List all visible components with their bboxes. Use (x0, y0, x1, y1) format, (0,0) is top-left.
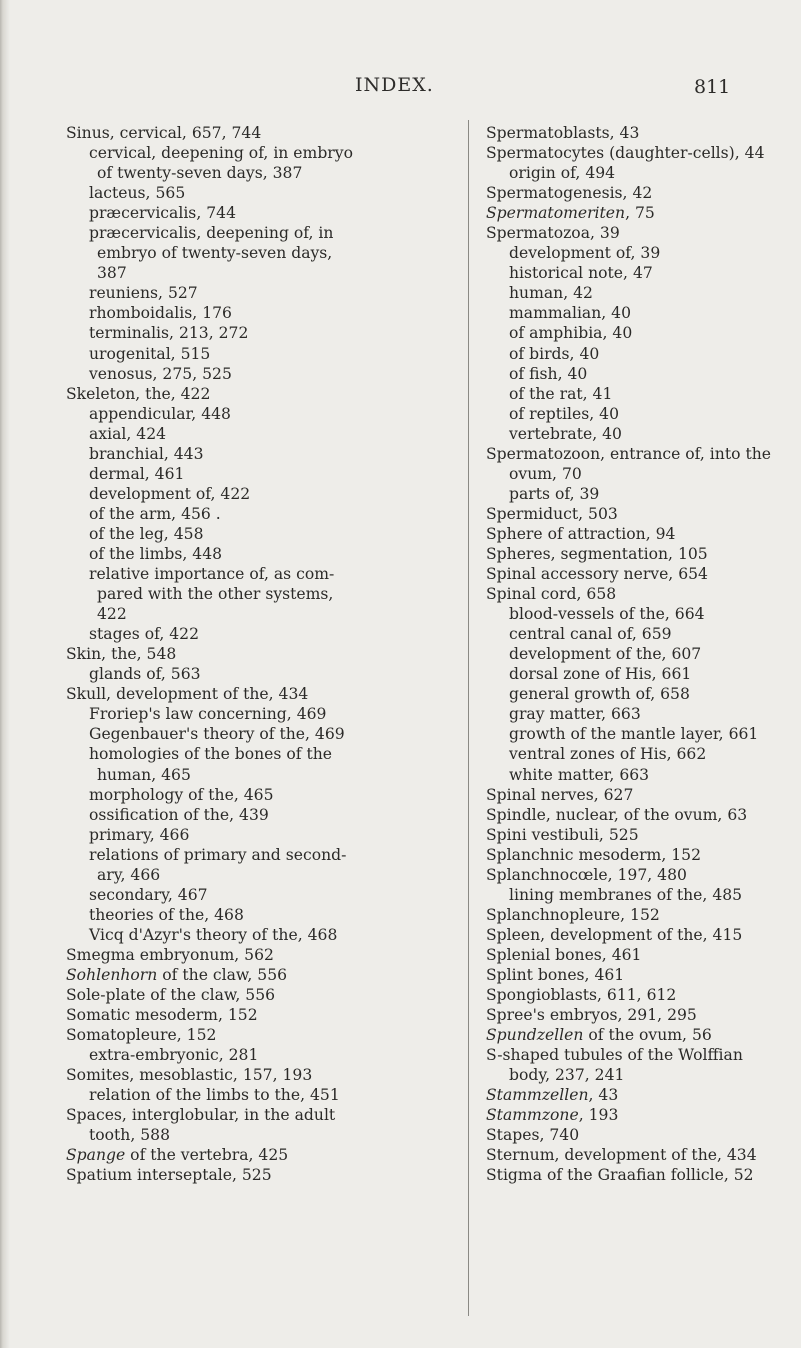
index-subentry (486, 765, 784, 785)
index-entry (486, 524, 784, 544)
index-entry (66, 644, 408, 664)
index-subentry (66, 303, 408, 323)
entry-text: of birds, 40 (509, 344, 600, 363)
entry-text: morphology of the, 465 (89, 785, 274, 804)
entry-text: of the limbs, 448 (89, 544, 223, 563)
entry-text: Froriep's law concerning, 469 (89, 705, 327, 724)
entry-text: Spermatocytes (daughter-cells), 44 (486, 144, 765, 163)
entry-text: Spermatozoon, entrance of, into the (486, 444, 771, 463)
index-subentry (486, 263, 784, 283)
entry-text: appendicular, 448 (89, 404, 231, 423)
entry-text: blood-vessels of the, 664 (509, 605, 705, 624)
entry-text: rhomboidalis, 176 (89, 304, 232, 323)
entry-text: relations of primary and second- (89, 845, 347, 864)
index-entry (486, 183, 784, 203)
entry-text: dorsal zone of His, 661 (509, 665, 692, 684)
index-subentry (486, 604, 784, 624)
index-subentry (486, 484, 784, 504)
index-entry (66, 1005, 408, 1025)
index-entry (486, 965, 784, 985)
index-entry (486, 1125, 784, 1145)
entry-text: secondary, 467 (89, 885, 208, 904)
entry-locator: , 75 (625, 204, 655, 223)
entry-text: axial, 424 (89, 424, 167, 443)
entry-text: Somites, mesoblastic, 157, 193 (66, 1066, 313, 1085)
entry-locator: of the claw, 556 (157, 965, 288, 984)
entry-locator: of the vertebra, 425 (125, 1146, 289, 1165)
entry-text: præcervicalis, 744 (89, 204, 236, 223)
entry-text: of reptiles, 40 (509, 404, 620, 423)
entry-text: of twenty-seven days, 387 (97, 164, 303, 183)
index-entry (486, 785, 784, 805)
index-entry (66, 965, 408, 985)
entry-text: Spaces, interglobular, in the adult (66, 1106, 336, 1125)
index-continuation (66, 163, 408, 183)
index-entry (66, 1105, 408, 1125)
entry-text: Stammzone (486, 1106, 579, 1125)
entry-text: reuniens, 527 (89, 284, 198, 303)
index-subentry (66, 464, 408, 484)
index-subentry (486, 364, 784, 384)
index-subentry (486, 464, 784, 484)
entry-text: vertebrate, 40 (509, 424, 622, 443)
entry-text: Spermatoblasts, 43 (486, 124, 640, 142)
entry-text: Somatopleure, 152 (66, 1026, 217, 1045)
index-continuation (66, 765, 408, 785)
page-header (0, 74, 801, 100)
index-entry (66, 123, 408, 143)
entry-text: relative importance of, as com- (89, 565, 335, 584)
index-subentry (486, 384, 784, 404)
entry-text: ventral zones of His, 662 (509, 745, 707, 764)
entry-text: Spongioblasts, 611, 612 (486, 986, 677, 1005)
entry-text: præcervicalis, deepening of, in (89, 224, 334, 243)
index-entry (486, 865, 784, 885)
entry-text: Spinal cord, 658 (486, 585, 617, 604)
entry-text: Spermatozoa, 39 (486, 224, 620, 243)
index-subentry (66, 444, 408, 464)
entry-text: 387 (97, 264, 127, 283)
page-number: 811 (694, 76, 731, 98)
entry-text: Skull, development of the, 434 (66, 685, 309, 704)
entry-text: Skeleton, the, 422 (66, 384, 211, 403)
index-subentry (66, 203, 408, 223)
index-subentry (66, 544, 408, 564)
entry-text: venosus, 275, 525 (89, 364, 232, 383)
entry-text: Spermiduct, 503 (486, 504, 618, 523)
entry-text: S-shaped tubules of the Wolffian (486, 1046, 743, 1065)
index-subentry (66, 504, 408, 524)
index-entry (486, 544, 784, 564)
index-subentry (66, 624, 408, 644)
entry-text: Stapes, 740 (486, 1126, 580, 1145)
entry-text: Splenial bones, 461 (486, 945, 642, 964)
index-entry (66, 1025, 408, 1045)
index-subentry (66, 404, 408, 424)
entry-text: of fish, 40 (509, 364, 588, 383)
entry-text: historical note, 47 (509, 264, 653, 283)
index-entry (66, 684, 408, 704)
entry-locator: , 193 (578, 1106, 619, 1125)
entry-text: general growth of, 658 (509, 685, 690, 704)
index-subentry (486, 303, 784, 323)
entry-text: ovum, 70 (509, 464, 582, 483)
index-subentry (486, 344, 784, 364)
entry-text: development of the, 607 (509, 645, 702, 664)
index-subentry (66, 744, 408, 764)
index-entry (486, 805, 784, 825)
index-subentry (66, 704, 408, 724)
index-entry (486, 123, 784, 143)
index-subentry (66, 424, 408, 444)
index-entry (486, 1005, 784, 1025)
entry-text: stages of, 422 (89, 625, 200, 644)
entry-text: white matter, 663 (509, 765, 650, 784)
entry-text: lacteus, 565 (89, 184, 186, 203)
index-subentry (486, 243, 784, 263)
index-entry (486, 1025, 784, 1045)
entry-text: Sinus, cervical, 657, 744 (66, 124, 262, 142)
entry-text: body, 237, 241 (509, 1066, 625, 1085)
index-subentry (486, 744, 784, 764)
entry-text: Spini vestibuli, 525 (486, 825, 639, 844)
index-column-left (66, 123, 408, 1185)
entry-text: relation of the limbs to the, 451 (89, 1086, 340, 1105)
index-subentry (66, 344, 408, 364)
index-subentry (66, 1085, 408, 1105)
index-subentry (66, 825, 408, 845)
entry-text: gray matter, 663 (509, 705, 641, 724)
index-entry (486, 1145, 784, 1165)
entry-text: of the leg, 458 (89, 524, 204, 543)
entry-text: of the rat, 41 (509, 384, 613, 403)
entry-text: theories of the, 468 (89, 905, 244, 924)
entry-text: human, 465 (97, 765, 191, 784)
entry-text: Splanchnopleure, 152 (486, 905, 660, 924)
index-entry (66, 384, 408, 404)
page-binding-edge (0, 0, 10, 1348)
entry-text: Smegma embryonum, 562 (66, 945, 274, 964)
index-entry (486, 945, 784, 965)
index-subentry (486, 644, 784, 664)
index-entry (486, 985, 784, 1005)
entry-text: lining membranes of the, 485 (509, 885, 743, 904)
index-subentry (66, 323, 408, 343)
entry-text: Spermatomeriten (486, 204, 626, 223)
index-entry (486, 143, 784, 163)
entry-text: Spindle, nuclear, of the ovum, 63 (486, 805, 748, 824)
index-subentry (66, 524, 408, 544)
entry-text: of amphibia, 40 (509, 324, 633, 343)
index-entry (486, 905, 784, 925)
entry-text: Somatic mesoderm, 152 (66, 1006, 258, 1025)
column-divider (468, 120, 469, 1316)
entry-text: ary, 466 (97, 865, 161, 884)
entry-text: ossification of the, 439 (89, 805, 269, 824)
index-entry (66, 985, 408, 1005)
entry-text: central canal of, 659 (509, 625, 672, 644)
entry-text: tooth, 588 (89, 1126, 171, 1145)
entry-text: Stammzellen (486, 1086, 589, 1105)
index-subentry (66, 925, 408, 945)
index-subentry (66, 845, 408, 865)
index-subentry (66, 364, 408, 384)
index-entry (486, 825, 784, 845)
entry-text: human, 42 (509, 284, 593, 303)
index-continuation (66, 604, 408, 624)
entry-text: Spermatogenesis, 42 (486, 184, 653, 203)
index-entry (486, 223, 784, 243)
index-subentry (66, 143, 408, 163)
entry-text: origin of, 494 (509, 164, 616, 183)
index-entry (66, 1145, 408, 1165)
index-entry (486, 1165, 784, 1185)
index-entry (486, 1045, 784, 1065)
entry-locator: , 43 (588, 1086, 619, 1105)
entry-text: Spange (66, 1146, 126, 1165)
index-subentry (66, 885, 408, 905)
entry-text: growth of the mantle layer, 661 (509, 725, 759, 744)
entry-text: Spleen, development of the, 415 (486, 925, 743, 944)
index-subentry (486, 704, 784, 724)
index-continuation (66, 865, 408, 885)
index-entry (486, 444, 784, 464)
index-subentry (486, 684, 784, 704)
entry-text: terminalis, 213, 272 (89, 324, 249, 343)
entry-text: Spree's embryos, 291, 295 (486, 1006, 697, 1025)
index-subentry (66, 283, 408, 303)
index-subentry (486, 404, 784, 424)
index-subentry (66, 183, 408, 203)
index-entry (486, 564, 784, 584)
index-subentry (66, 484, 408, 504)
index-subentry (66, 724, 408, 744)
index-continuation (66, 584, 408, 604)
index-entry (486, 584, 784, 604)
index-entry (66, 1165, 408, 1185)
entry-locator: of the ovum, 56 (583, 1026, 712, 1045)
index-subentry (66, 1125, 408, 1145)
index-subentry (486, 1065, 784, 1085)
entry-text: urogenital, 515 (89, 344, 211, 363)
entry-text: Spinal nerves, 627 (486, 785, 634, 804)
index-subentry (66, 564, 408, 584)
entry-text: Stigma of the Graafian follicle, 52 (486, 1166, 754, 1185)
index-subentry (486, 163, 784, 183)
index-entry (486, 1105, 784, 1125)
index-subentry (486, 885, 784, 905)
index-continuation (66, 243, 408, 263)
entry-text: Splint bones, 461 (486, 965, 625, 984)
entry-text: Sohlenhorn (66, 965, 158, 984)
running-head-title: INDEX. (355, 74, 434, 96)
entry-text: Splanchnocœle, 197, 480 (486, 865, 687, 884)
entry-text: Spatium interseptale, 525 (66, 1166, 272, 1185)
index-subentry (486, 323, 784, 343)
entry-text: Vicq d'Azyr's theory of the, 468 (89, 925, 338, 944)
index-subentry (486, 664, 784, 684)
entry-text: branchial, 443 (89, 444, 204, 463)
entry-text: dermal, 461 (89, 464, 185, 483)
index-entry (66, 945, 408, 965)
entry-text: parts of, 39 (509, 484, 600, 503)
entry-text: pared with the other systems, (97, 585, 334, 604)
entry-text: mammalian, 40 (509, 304, 632, 323)
entry-text: development of, 422 (89, 484, 251, 503)
entry-text: Skin, the, 548 (66, 645, 177, 664)
index-column-right (486, 123, 784, 1185)
entry-text: 422 (97, 605, 127, 624)
entry-text: glands of, 563 (89, 665, 201, 684)
entry-text: primary, 466 (89, 825, 190, 844)
index-subentry (486, 624, 784, 644)
entry-text: Spinal accessory nerve, 654 (486, 565, 708, 584)
index-entry (66, 1065, 408, 1085)
index-continuation (66, 263, 408, 283)
index-entry (486, 1085, 784, 1105)
entry-text: embryo of twenty-seven days, (97, 244, 333, 263)
entry-text: of the arm, 456 . (89, 504, 221, 523)
index-subentry (486, 424, 784, 444)
entry-text: Sole-plate of the claw, 556 (66, 986, 276, 1005)
index-entry (486, 925, 784, 945)
index-subentry (486, 283, 784, 303)
entry-text: homologies of the bones of the (89, 745, 333, 764)
entry-text: Splanchnic mesoderm, 152 (486, 845, 702, 864)
entry-text: Sternum, development of the, 434 (486, 1146, 757, 1165)
index-subentry (66, 1045, 408, 1065)
index-subentry (66, 905, 408, 925)
index-subentry (66, 785, 408, 805)
entry-text: extra-embryonic, 281 (89, 1046, 259, 1065)
entry-text: Spheres, segmentation, 105 (486, 544, 708, 563)
index-entry (486, 203, 784, 223)
entry-text: Sphere of attraction, 94 (486, 524, 676, 543)
index-entry (486, 504, 784, 524)
entry-text: Spundzellen (486, 1026, 584, 1045)
entry-text: development of, 39 (509, 244, 661, 263)
index-subentry (66, 664, 408, 684)
index-subentry (66, 223, 408, 243)
entry-text: Gegenbauer's theory of the, 469 (89, 725, 345, 744)
index-entry (486, 845, 784, 865)
index-subentry (486, 724, 784, 744)
index-subentry (66, 805, 408, 825)
entry-text: cervical, deepening of, in embryo (89, 144, 353, 163)
